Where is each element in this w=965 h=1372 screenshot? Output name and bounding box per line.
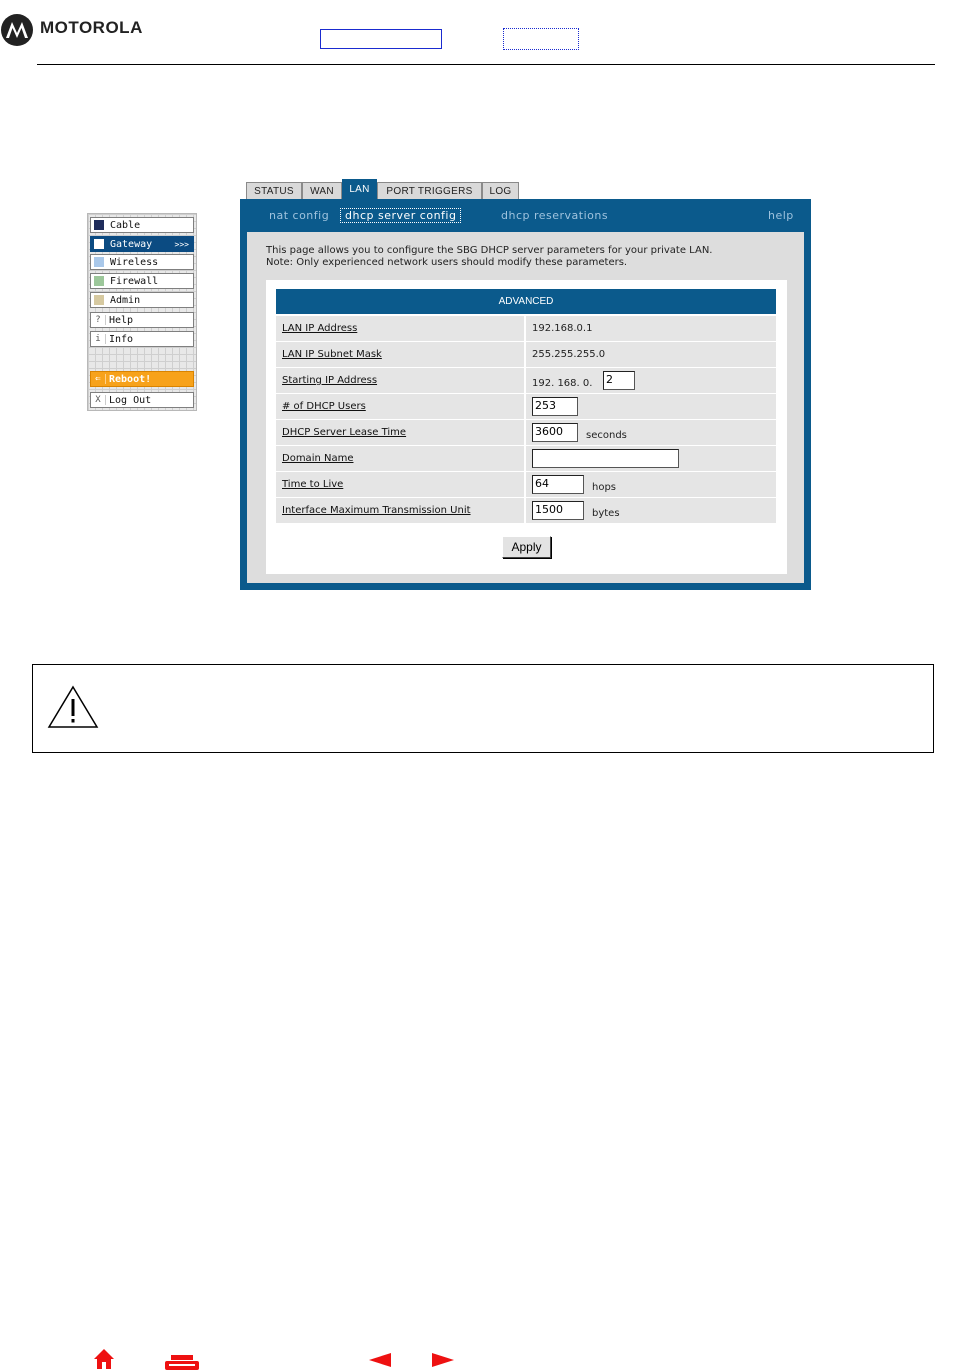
close-x-icon: X (91, 395, 106, 405)
warning-triangle-icon (47, 685, 99, 729)
intro-text (266, 245, 712, 269)
header-link-box[interactable] (320, 29, 442, 49)
menu-item-admin[interactable]: Admin (90, 292, 194, 308)
menu-item-reboot[interactable]: ⇐ Reboot! (90, 371, 194, 387)
motorola-logo-icon (0, 13, 34, 47)
row-mtu (276, 498, 776, 523)
menu-item-cable[interactable]: Cable (90, 217, 194, 233)
lan-ip-address-value: 192.168.0.1 (532, 323, 593, 334)
advanced-card (266, 280, 787, 574)
subnav-help[interactable]: help (768, 209, 794, 222)
menu-item-wireless[interactable]: Wireless (90, 254, 194, 270)
caution-box (32, 664, 934, 753)
row-subnet-mask (276, 342, 776, 367)
print-icon[interactable] (165, 1355, 199, 1370)
intro-line-1: This page allows you to configure the SBG DHCP server parameters for your private LAN. (266, 245, 713, 256)
tab-lan[interactable]: LAN (342, 179, 377, 199)
menu-item-help[interactable]: ? Help (90, 312, 194, 328)
intro-line-2: Note: Only experienced network users should modify these parameters. (266, 257, 628, 268)
subnav-dhcp-reservations[interactable]: dhcp reservations (501, 209, 609, 222)
tab-log[interactable]: LOG (482, 182, 519, 199)
previous-arrow-icon[interactable] (369, 1353, 391, 1367)
starting-ip-prefix: 192. 168. 0. (532, 378, 593, 389)
time-to-live-unit: hops (592, 482, 617, 493)
mtu-label[interactable]: Interface Maximum Transmission Unit (282, 505, 471, 516)
home-icon[interactable] (93, 1348, 115, 1370)
lease-time-unit: seconds (586, 430, 627, 441)
active-arrows-icon: >>> (174, 239, 189, 249)
menu-item-logout[interactable]: X Log Out (90, 392, 194, 408)
dhcp-users-input[interactable]: 253 (532, 397, 578, 416)
lease-time-input[interactable]: 3600 (532, 423, 578, 442)
firewall-swatch-icon (94, 276, 104, 286)
lease-time-label[interactable]: DHCP Server Lease Time (282, 427, 407, 438)
header-dotted-link-box[interactable] (503, 28, 579, 50)
row-lan-ip-address (276, 316, 776, 341)
side-menu (87, 213, 197, 411)
reboot-arrow-icon: ⇐ (91, 374, 106, 384)
mtu-input[interactable]: 1500 (532, 501, 584, 520)
time-to-live-label[interactable]: Time to Live (282, 479, 344, 490)
time-to-live-input[interactable]: 64 (532, 475, 584, 494)
tab-status[interactable]: STATUS (246, 182, 302, 199)
gateway-swatch-icon (94, 239, 104, 249)
domain-name-label[interactable]: Domain Name (282, 453, 354, 464)
subnav-nat-config[interactable]: nat config (269, 209, 330, 222)
row-domain-name (276, 446, 776, 471)
info-icon: i (91, 334, 106, 344)
tab-wan[interactable]: WAN (302, 182, 342, 199)
row-starting-ip (276, 368, 776, 393)
lan-ip-address-label[interactable]: LAN IP Address (282, 323, 358, 334)
starting-ip-label[interactable]: Starting IP Address (282, 375, 378, 386)
row-dhcp-users (276, 394, 776, 419)
menu-item-firewall[interactable]: Firewall (90, 273, 194, 289)
dhcp-users-label[interactable]: # of DHCP Users (282, 401, 366, 412)
mtu-unit: bytes (592, 508, 620, 519)
menu-item-info[interactable]: i Info (90, 331, 194, 347)
motorola-wordmark: MOTOROLA (40, 18, 143, 37)
content-area (247, 232, 804, 583)
wireless-swatch-icon (94, 257, 104, 267)
starting-ip-input[interactable]: 2 (603, 371, 635, 390)
row-lease-time (276, 420, 776, 445)
subnet-mask-label[interactable]: LAN IP Subnet Mask (282, 349, 382, 360)
main-panel (240, 199, 811, 590)
apply-button[interactable]: Apply (502, 536, 551, 558)
admin-swatch-icon (94, 295, 104, 305)
subnet-mask-value: 255.255.255.0 (532, 349, 606, 360)
menu-item-gateway[interactable]: Gateway >>> (90, 236, 194, 252)
subnav-dhcp-server-config[interactable]: dhcp server config (340, 208, 461, 223)
next-arrow-icon[interactable] (432, 1353, 454, 1367)
tab-port-triggers[interactable]: PORT TRIGGERS (377, 182, 482, 199)
advanced-header: ADVANCED (276, 289, 776, 314)
question-mark-icon: ? (91, 315, 106, 325)
domain-name-input[interactable] (532, 449, 679, 468)
header-rule (37, 64, 935, 65)
row-time-to-live (276, 472, 776, 497)
cable-swatch-icon (94, 220, 104, 230)
